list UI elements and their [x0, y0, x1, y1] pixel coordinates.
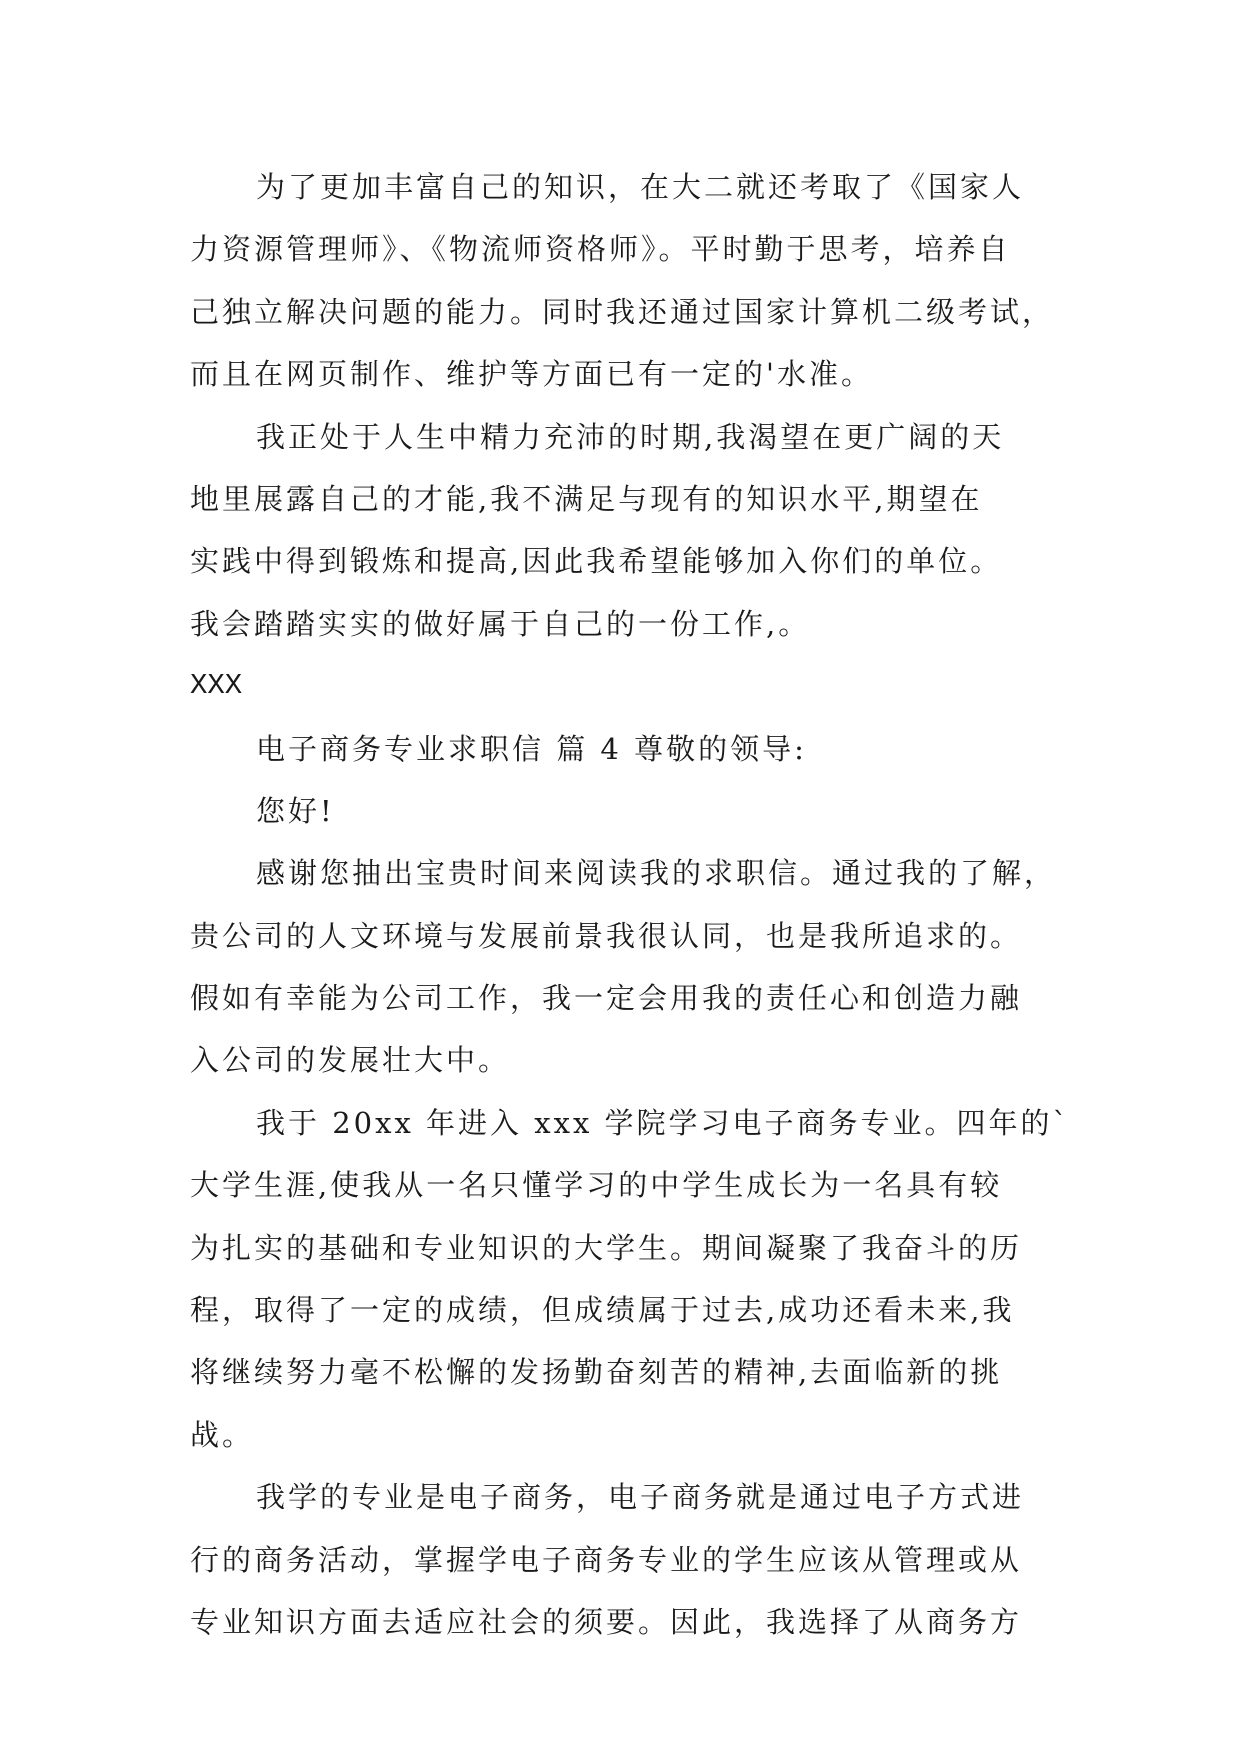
signature-line: XXX	[190, 669, 243, 703]
paragraph-line: 战。	[190, 1417, 255, 1452]
paragraph-line: 我正处于人生中精力充沛的时期,我渴望在更广阔的天	[256, 419, 1005, 454]
paragraph-line: 将继续努力毫不松懈的发扬勤奋刻苦的精神,去面临新的挑	[190, 1355, 1003, 1390]
paragraph-line: 实践中得到锻炼和提高,因此我希望能够加入你们的单位。	[190, 544, 1003, 579]
greeting-line: 您好!	[256, 793, 335, 828]
paragraph-line: 为扎实的基础和专业知识的大学生。期间凝聚了我奋斗的历	[190, 1230, 1023, 1265]
paragraph-line: 地里展露自己的才能,我不满足与现有的知识水平,期望在	[190, 481, 983, 516]
document-body	[190, 156, 1090, 1653]
paragraph-line: 行的商务活动，掌握学电子商务专业的学生应该从管理或从	[190, 1542, 1023, 1577]
paragraph-line: 我于 20xx 年进入 xxx 学院学习电子商务专业。四年的`	[256, 1105, 1071, 1140]
paragraph-line: 大学生涯,使我从一名只懂学习的中学生成长为一名具有较	[190, 1168, 1003, 1203]
paragraph-line: 感谢您抽出宝贵时间来阅读我的求职信。通过我的了解，	[256, 856, 1057, 891]
paragraph-line: 入公司的发展壮大中。	[190, 1043, 511, 1078]
paragraph-line: 我会踏踏实实的做好属于自己的一份工作,。	[190, 606, 811, 641]
paragraph-line: 贵公司的人文环境与发展前景我很认同，也是我所追求的。	[190, 918, 1023, 953]
paragraph-line: 而且在网页制作、维护等方面已有一定的'水准。	[190, 357, 873, 392]
paragraph-line: 为了更加丰富自己的知识，在大二就还考取了《国家人	[256, 170, 1025, 204]
paragraph-line: 我学的专业是电子商务，电子商务就是通过电子方式进	[256, 1480, 1025, 1515]
paragraph-line: 程，取得了一定的成绩，但成绩属于过去,成功还看未来,我	[190, 1293, 1015, 1328]
paragraph-line: 专业知识方面去适应社会的须要。因此，我选择了从商务方	[190, 1604, 1023, 1639]
section-heading-line: 电子商务专业求职信 篇 4 尊敬的领导:	[256, 731, 807, 766]
paragraph-line: 力资源管理师》、《物流师资格师》。平时勤于思考，培养自	[190, 232, 1011, 267]
paragraph-line: 己独立解决问题的能力。同时我还通过国家计算机二级考试，	[190, 294, 1055, 329]
paragraph-line: 假如有幸能为公司工作，我一定会用我的责任心和创造力融	[190, 981, 1023, 1016]
